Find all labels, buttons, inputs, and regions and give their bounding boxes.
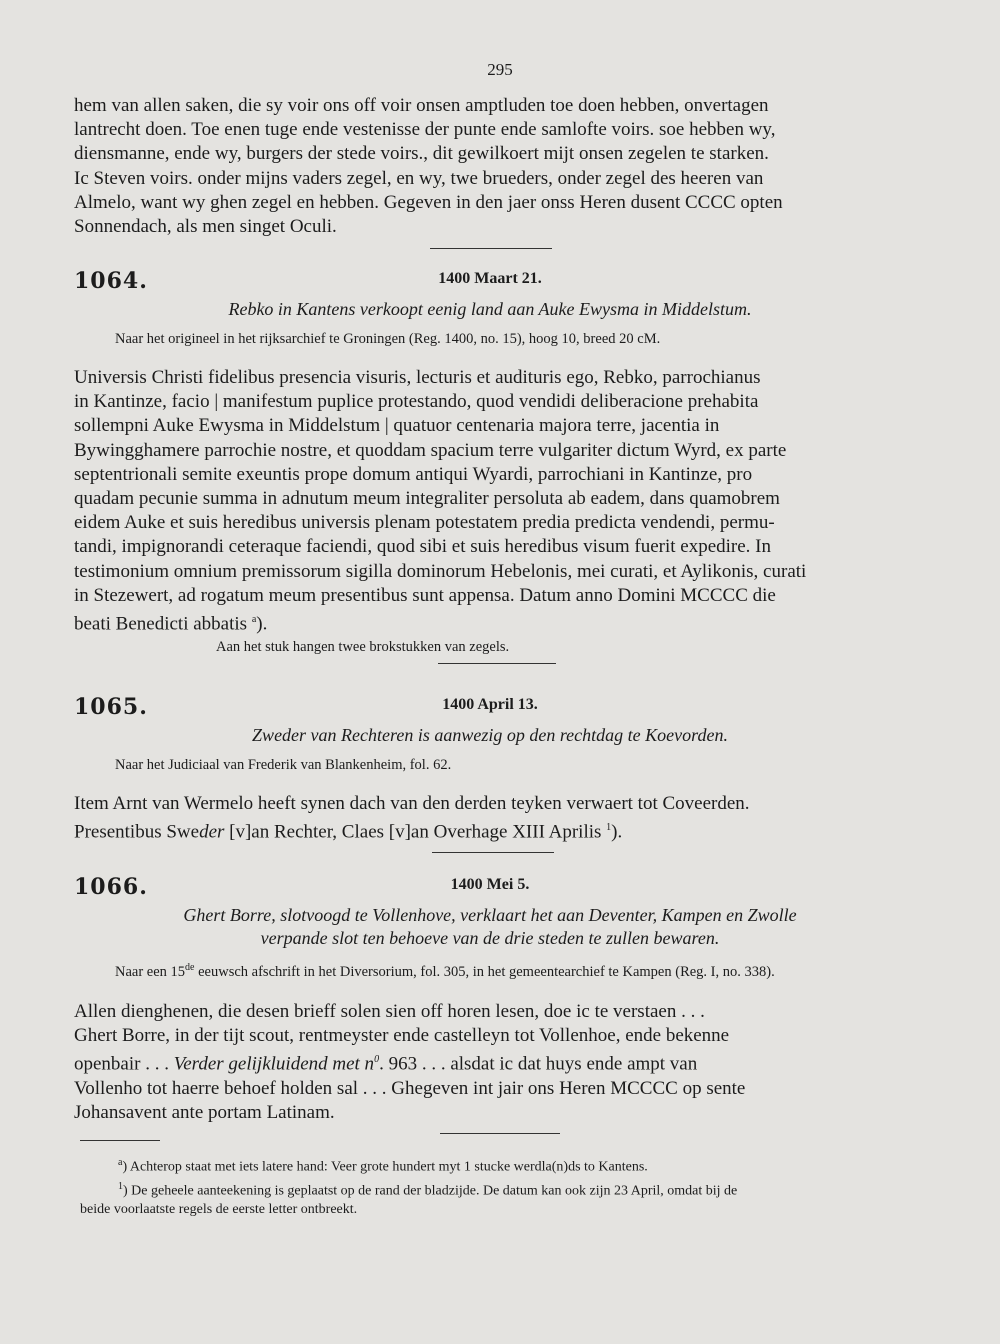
seal-note: Aan het stuk hangen twee brokstukken van zegels. bbox=[216, 639, 510, 655]
text-line: Johansavent ante portam Latinam. bbox=[74, 1102, 335, 1124]
charter-source: Naar het Judiciaal van Frederik van Blankenheim, fol. 62. bbox=[115, 757, 452, 773]
text-fragment: beati Benedicti abbatis bbox=[74, 613, 248, 635]
section-divider bbox=[440, 1133, 560, 1134]
footnote-separator bbox=[80, 1140, 160, 1141]
footnotes bbox=[80, 1153, 910, 1219]
text-line bbox=[74, 816, 906, 845]
charter-source bbox=[115, 962, 775, 981]
footnote-ref: 1 bbox=[606, 822, 612, 834]
charter-date: 1400 Mei 5. bbox=[450, 876, 530, 893]
footnote-text: ) De geheele aanteekening is geplaatst op de rand der bladzijde. De datum kan ook zijn 23 April, omdat bij de bbox=[123, 1183, 738, 1199]
text-line: hem van allen saken, die sy voir ons off voir onsen amptluden toe doen hebben, onvertagen bbox=[74, 95, 769, 116]
text-line bbox=[74, 1048, 906, 1077]
text-line: Item Arnt van Wermelo heeft synen dach van den derden teyken verwaert tot Coveerden. bbox=[74, 793, 750, 814]
charter-1065-text bbox=[74, 792, 906, 845]
text-fragment: ). bbox=[256, 613, 268, 635]
charter-1065-header bbox=[74, 694, 906, 724]
regest-line: Ghert Borre, slotvoogd te Vollenhove, verklaart het aan Deventer, Kampen en Zwolle bbox=[183, 905, 797, 925]
charter-regest: Rebko in Kantens verkoopt eenig land aan Auke Ewysma in Middelstum. bbox=[228, 299, 752, 319]
charter-regest: Zweder van Rechteren is aanwezig op den rechtdag te Koevorden. bbox=[252, 725, 728, 745]
charter-number: 1066. bbox=[74, 874, 148, 900]
text-line: testimonium omnium premissorum sigilla dominorum Hebelonis, mei curati, et Aylikonis, curati bbox=[74, 560, 807, 582]
footnote-1 bbox=[80, 1177, 910, 1201]
charter-source: Naar het origineel in het rijksarchief te Groningen (Reg. 1400, no. 15), hoog 10, breed 20 cM. bbox=[115, 331, 661, 347]
charter-1064-header bbox=[74, 268, 906, 298]
text-line: in Kantinze, facio | manifestum puplice protestando, quod vendidi deliberacione prehabita bbox=[74, 391, 759, 413]
text-line: Ghert Borre, in der tijt scout, rentmeyster ende castelleyn tot Vollenhoe, ende bekenne bbox=[74, 1025, 730, 1047]
section-divider bbox=[430, 248, 552, 249]
charter-number: 1064. bbox=[74, 268, 148, 294]
text-line: lantrecht doen. Toe enen tuge ende vestenisse der punte ende samlofte voirs. soe hebben wy, bbox=[74, 119, 776, 141]
footnote-mark: 1 bbox=[118, 1180, 123, 1192]
text-line: in Stezewert, ad rogatum meum presentibus sunt appensa. Datum anno Domini MCCCC die bbox=[74, 584, 776, 606]
text-line: septentrionali semite exeuntis prope domum antiqui Wyardi, parrochiani in Kantinze, pro bbox=[74, 463, 753, 485]
text-fragment: [v]an Rechter, Claes [v]an Overhage XIII Aprilis bbox=[224, 821, 607, 843]
text-fragment: . 963 . . . alsdat ic dat huys ende ampt van bbox=[379, 1053, 698, 1075]
section-divider bbox=[438, 663, 556, 664]
text-line: Universis Christi fidelibus presencia visuris, lecturis et audituris ego, Rebko, parrochianus bbox=[74, 367, 761, 388]
charter-number: 1065. bbox=[74, 694, 148, 720]
text-fragment: ). bbox=[611, 821, 623, 843]
text-fragment: Naar een 15 bbox=[115, 963, 186, 980]
intro-text bbox=[74, 94, 906, 239]
text-fragment: eeuwsch afschrift in het Diversorium, fol. 305, in het gemeentearchief te Kampen (Reg. I, no. 338). bbox=[194, 963, 775, 980]
section-divider bbox=[432, 852, 554, 853]
footnote-1-continued: beide voorlaatste regels de eerste letter ontbreekt. bbox=[80, 1202, 358, 1218]
footnote-mark: a bbox=[118, 1157, 123, 1168]
superscript: 0 bbox=[374, 1054, 380, 1066]
footnote-ref: a bbox=[251, 614, 257, 626]
charter-date: 1400 Maart 21. bbox=[438, 270, 542, 287]
footnote-text: ) Achterop staat met iets latere hand: Veer grote hundert myt 1 stucke werdla(n)ds to Kantens. bbox=[122, 1159, 648, 1175]
text-line: Allen dienghenen, die desen brieff solen sien off horen lesen, doe ic te verstaen . . . bbox=[74, 1001, 705, 1022]
text-line: Bywingghamere parrochie nostre, et quoddam spacium terre vulgariter dictum Wyrd, ex parte bbox=[74, 439, 787, 461]
text-line: Sonnendach, als men singet Oculi. bbox=[74, 216, 337, 238]
charter-date: 1400 April 13. bbox=[442, 696, 538, 713]
text-fragment: Presentibus Swe bbox=[74, 821, 200, 843]
charter-1066-header bbox=[74, 874, 906, 904]
text-line: quadam pecunie summa in adnutum meum integraliter persoluta ab eadem, dans quamobrem bbox=[74, 488, 780, 510]
text-fragment: openbair . . . bbox=[74, 1053, 174, 1075]
text-line bbox=[74, 608, 906, 637]
charter-1066-text bbox=[74, 1000, 906, 1125]
superscript: de bbox=[185, 962, 195, 973]
text-line: diensmanne, ende wy, burgers der stede voirs., dit gewilkoert mijt onsen zegelen te starken. bbox=[74, 143, 769, 165]
charter-regest bbox=[74, 904, 906, 950]
charter-1064-text bbox=[74, 366, 906, 637]
text-line: sollempni Auke Ewysma in Middelstum | quatuor centenaria majora terre, jacentia in bbox=[74, 415, 720, 437]
text-fragment-italic: der bbox=[199, 821, 225, 843]
footnote-a bbox=[80, 1153, 910, 1177]
text-line: tandi, impignorandi ceteraque faciendi, quod sibi et suis heredibus visum fuerit expedire. In bbox=[74, 536, 771, 558]
regest-line: verpande slot ten behoeve van de drie steden te zullen bewaren. bbox=[260, 928, 720, 948]
text-line: Almelo, want wy ghen zegel en hebben. Gegeven in den jaer onss Heren dusent CCCC opten bbox=[74, 191, 783, 213]
text-line: Vollenho tot haerre behoef holden sal . . . Ghegeven int jair ons Heren MCCCC op sente bbox=[74, 1077, 746, 1099]
text-line: Ic Steven voirs. onder mijns vaders zegel, en wy, twe brueders, onder zegel des heeren van bbox=[74, 167, 764, 189]
text-fragment-italic: Verder gelijkluidend met n bbox=[173, 1053, 375, 1075]
text-line: eidem Auke et suis heredibus universis plenam potestatem predia predicta vendendi, permu- bbox=[74, 512, 775, 534]
page-number: 295 bbox=[487, 60, 513, 79]
